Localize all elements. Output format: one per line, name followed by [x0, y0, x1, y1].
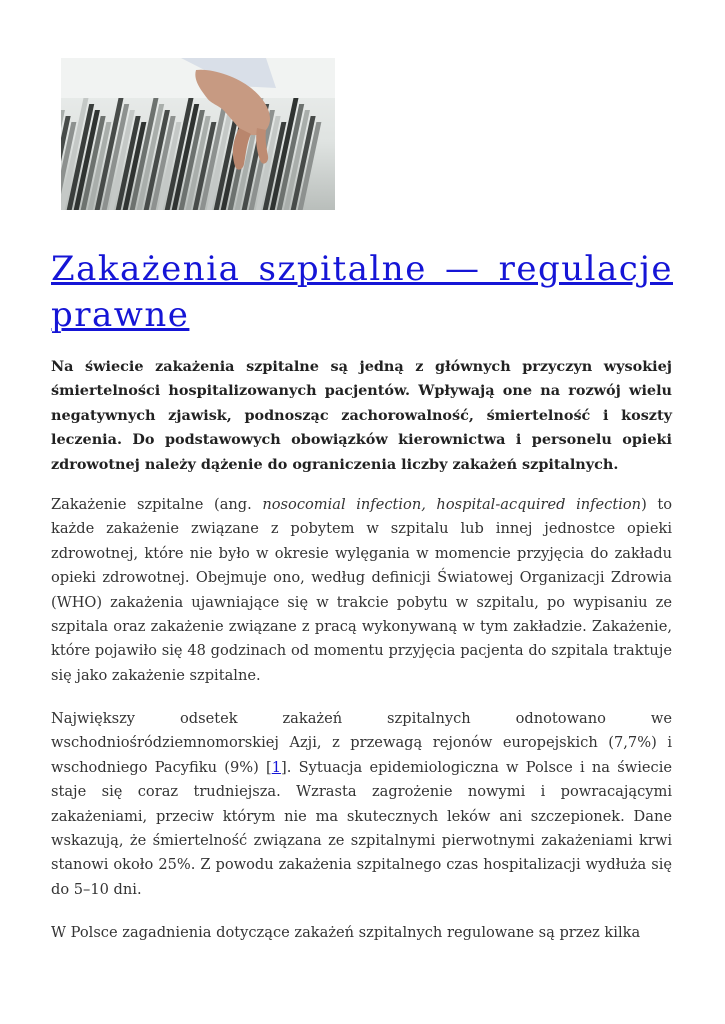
paragraph-text: ]. Sytuacja epidemiologiczna w Polsce i na świecie staje się coraz trudniejsza. Wzrasta zagrożenie nowymi i powracającymi zakażeniami, przeciw którym nie ma skutecznych leków ani szczepionek. Dane wskazują, że śmiertelność związana ze szpitalnymi pierwotnymi zakażeniami krwi stanowi około 25%. Z powodu zakażenia szpitalnego czas hospitalizacji wydłuża się do 5–10 dni.	[51, 758, 672, 898]
english-term: nosocomial infection, hospital-acquired infection	[262, 496, 642, 513]
paragraph-text: ) to każde zakażenie związane z pobytem w szpitalu lub innej jednostce opieki zdrowotnej, które nie było w okresie wylęgania w momencie przyjęcia do zakładu opieki zdrowotnej. Obejmuje ono, według definicji Światowej Organizacji Zdrowia (WHO) zakażenia ujawniające się w trakcie pobytu w szpitalu, po wypisaniu ze szpitala oraz zakażenie związane z pracą wykonywaną w tym zakładzie. Zakażenie, które pojawiło się 48 godzinach od momentu przyjęcia pacjenta do szpitala traktuje się jako zakażenie szpitalne.	[51, 496, 672, 684]
article-title-link[interactable]: Zakażenia szpitalne — regulacje prawne	[51, 249, 673, 335]
paragraph-epidemiology	[51, 707, 672, 902]
paragraph-text: Największy odsetek zakażeń szpitalnych odnotowano we wschodniośródziemnomorskiej Azji, z przewagą rejonów europejskich (7,7%) i wschodniego Pacyfiku (9%) [	[51, 710, 672, 776]
paragraph-poland-regulations: W Polsce zagadnienia dotyczące zakażeń szpitalnych regulowane są przez kilka	[51, 924, 641, 941]
article-image	[61, 58, 335, 210]
file-folders-illustration	[61, 58, 335, 210]
footnote-link[interactable]: 1	[271, 758, 282, 776]
article-lead: Na świecie zakażenia szpitalne są jedną z głównych przyczyn wysokiej śmiertelności hospitalizowanych pacjentów. Wpływają one na rozwój wielu negatywnych zjawisk, podnosząc zachorowalność, śmiertelność i koszty leczenia. Do podstawowych obowiązków kierownictwa i personelu opieki zdrowotnej należy dążenie do ograniczenia liczby zakażeń szpitalnych.	[51, 358, 672, 473]
paragraph-definition	[51, 493, 672, 688]
paragraph-text: Zakażenie szpitalne (ang.	[51, 496, 263, 513]
